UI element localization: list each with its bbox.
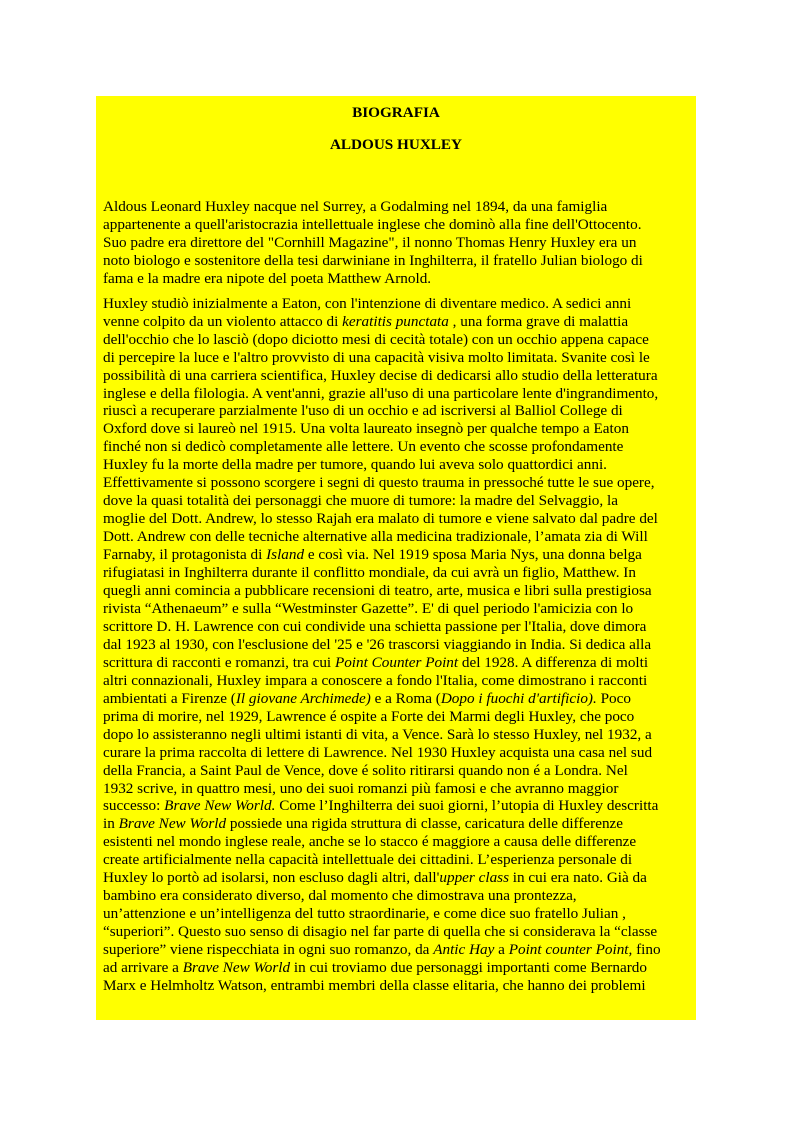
text-segment: scrittore D. H. Lawrence con cui condivide una schietta passione per l'Italia, dove dimora <box>103 617 647 635</box>
text-line <box>103 216 695 234</box>
text-line <box>103 672 695 690</box>
text-segment: riuscì a recuperare parzialmente l'uso di un occhio e ad iscriversi al Balliol College di <box>103 402 623 420</box>
text-segment: fama e la madre era nipote del poeta Matthew Arnold. <box>103 269 432 287</box>
text-line <box>103 270 695 288</box>
text-segment: Huxley lo portò ad isolarsi, non escluso dagli altri, dall' <box>103 869 440 887</box>
italic-text: Brave New World <box>182 959 291 977</box>
text-line <box>103 726 695 744</box>
text-segment: Suo padre era direttore del "Cornhill Magazine", il nonno Thomas Henry Huxley era un <box>103 233 637 251</box>
text-segment: successo: <box>103 797 165 815</box>
text-line <box>103 600 695 618</box>
text-line <box>103 959 695 977</box>
text-segment: moglie del Dott. Andrew, lo stesso Rajah era malato di tumore e viene salvato dal padre del <box>103 510 658 528</box>
text-segment: “superiori”. Questo suo senso di disagio nel far parte di quella che si considerava la “classe <box>103 923 658 941</box>
text-line <box>103 869 695 887</box>
text-segment: inglese e della filologia. A vent'anni, grazie all'uso di una particolare lente d'ingrandimento, <box>103 384 659 402</box>
text-segment: Poco <box>596 689 631 707</box>
text-line <box>103 564 695 582</box>
text-line <box>103 456 695 474</box>
text-line <box>103 252 695 270</box>
text-segment: quegli anni comincia a pubblicare recensioni di teatro, arte, musica e libri sulla prestigiosa <box>103 582 652 600</box>
italic-text: Antic Hay <box>433 941 495 959</box>
text-segment: scrittura di racconti e romanzi, tra cui <box>103 653 335 671</box>
text-segment: rifugiatasi in Inghilterra durante il conflitto mondiale, da cui avrà un figlio, Matthew. In <box>103 564 636 582</box>
text-line <box>103 618 695 636</box>
text-line <box>103 367 695 385</box>
italic-text: Point counter Point, <box>508 941 633 959</box>
text-line <box>103 510 695 528</box>
text-segment: bambino era considerato diverso, dal momento che dimostrava una prontezza, <box>103 887 577 905</box>
text-segment: Marx e Helmholtz Watson, entrambi membri della classe elitaria, che hanno dei problemi <box>103 976 646 994</box>
text-segment: dell'occhio che lo lasciò (dopo diciotto mesi di cecità totale) con un occhio appena capace <box>103 330 649 348</box>
text-line <box>103 349 695 367</box>
text-segment: in <box>103 815 119 833</box>
text-line <box>103 198 695 216</box>
text-segment: Huxley studiò inizialmente a Eaton, con l'intenzione di diventare medico. A sedici anni <box>103 294 632 312</box>
text-line <box>103 905 695 923</box>
italic-text: Brave New World <box>118 815 227 833</box>
text-segment: possiede una rigida struttura di classe, caricatura delle differenze <box>226 815 624 833</box>
text-segment: esistenti nel mondo inglese reale, anche se lo stacco é maggiore a causa delle differenze <box>103 833 637 851</box>
text-segment: dove la quasi totalità dei personaggi che muore di tumore: la madre del Selvaggio, la <box>103 492 618 510</box>
text-line <box>103 546 695 564</box>
paragraph <box>103 295 695 995</box>
text-segment: Come l’Inghilterra dei suoi giorni, l’utopia di Huxley descritta <box>275 797 659 815</box>
text-segment: di percepire la luce e l'altro provvisto di una capacità visiva molto limitata. Svanite così le <box>103 348 650 366</box>
text-segment: Farnaby, il protagonista di <box>103 546 267 564</box>
text-line <box>103 690 695 708</box>
text-line <box>103 941 695 959</box>
text-line <box>103 654 695 672</box>
text-line <box>103 833 695 851</box>
text-segment: Huxley fu la morte della madre per tumore, quando lui aveva solo quattordici anni. <box>103 456 607 474</box>
text-line <box>103 295 695 313</box>
text-line <box>103 331 695 349</box>
italic-text: Dopo i fuochi d'artificio). <box>440 689 597 707</box>
text-line <box>103 313 695 331</box>
text-segment: create artificialmente nella capacità intellettuale dei cittadini. L’esperienza personale di <box>103 851 633 869</box>
document-title: BIOGRAFIA <box>352 104 440 121</box>
text-line <box>103 528 695 546</box>
text-segment: altri connazionali, Huxley impara a conoscere a fondo l'Italia, come dimostrano i racconti <box>103 671 648 689</box>
document-subtitle: ALDOUS HUXLEY <box>329 136 463 153</box>
text-segment: 1932 scrive, in quattro mesi, uno dei suoi romanzi più famosi e che avranno maggior <box>103 779 619 797</box>
text-segment: in cui troviamo due personaggi importanti come Bernardo <box>290 959 647 977</box>
text-line <box>103 923 695 941</box>
text-line <box>103 420 695 438</box>
text-segment: prima di morire, nel 1929, Lawrence é ospite a Forte dei Marmi degli Huxley, che poco <box>103 707 635 725</box>
text-line <box>103 708 695 726</box>
text-line <box>103 780 695 798</box>
text-segment: fino <box>632 941 661 959</box>
text-segment: superiore” viene rispecchiata in ogni suo romanzo, da <box>103 941 434 959</box>
text-line <box>103 582 695 600</box>
text-line <box>103 385 695 403</box>
text-segment: finché non si dedicò completamente alle lettere. Un evento che scosse profondamente <box>103 438 624 456</box>
text-segment: dopo lo assisteranno negli ultimi istanti di vita, a Vence. Sarà lo stesso Huxley, nel 1932, a <box>103 725 652 743</box>
text-segment: curare la prima raccolta di lettere di Lawrence. Nel 1930 Huxley acquista una casa nel sud <box>103 743 653 761</box>
text-line <box>103 797 695 815</box>
text-line <box>103 402 695 420</box>
text-segment: venne colpito da un violento attacco di <box>103 312 343 330</box>
text-line <box>103 474 695 492</box>
text-segment: ambientati a Firenze ( <box>103 689 236 707</box>
text-segment: Dott. Andrew con delle tecniche alternative alla medicina tradizionale, l’amata zia di Will <box>103 528 648 546</box>
text-segment: in cui era nato. Già da <box>509 869 647 887</box>
text-line <box>103 887 695 905</box>
text-line <box>103 438 695 456</box>
text-line <box>103 815 695 833</box>
italic-text: Point Counter Point <box>334 653 459 671</box>
text-segment: appartenente a quell'aristocrazia intellettuale inglese che dominò alla fine dell'Ottocento. <box>103 215 642 233</box>
paragraph <box>103 198 695 288</box>
text-segment: rivista “Athenaeum” e sulla “Westminster Gazette”. E' di quel periodo l'amicizia con lo <box>103 599 634 617</box>
text-line <box>103 636 695 654</box>
text-segment: del 1928. A differenza di molti <box>458 653 649 671</box>
text-line <box>103 977 695 995</box>
italic-text: keratitis punctata <box>342 312 449 330</box>
text-segment: , una forma grave di malattia <box>448 312 629 330</box>
italic-text: upper class <box>439 869 509 887</box>
text-segment: e così via. Nel 1919 sposa Maria Nys, una donna belga <box>304 546 642 564</box>
text-segment: Effettivamente si possono scorgere i segni di questo trauma in pressoché tutte le sue opere, <box>103 474 655 492</box>
text-segment: della Francia, a Saint Paul de Vence, dove é solito ritirarsi quando non é a Londra. Nel <box>103 761 628 779</box>
text-segment: Oxford dove si laureò nel 1915. Una volta laureato insegnò per qualche tempo a Eaton <box>103 420 629 438</box>
text-line <box>103 234 695 252</box>
text-segment: noto biologo e sostenitore della tesi darwiniane in Inghilterra, il fratello Julian biologo di <box>103 251 643 269</box>
italic-text: Il giovane Archimede) <box>235 689 371 707</box>
text-line <box>103 762 695 780</box>
text-segment: un’attenzione e un’intelligenza del tutto straordinarie, e come dice suo fratello Julian , <box>103 905 626 923</box>
text-line <box>103 744 695 762</box>
text-segment: ad arrivare a <box>103 959 183 977</box>
text-segment: Aldous Leonard Huxley nacque nel Surrey, a Godalming nel 1894, da una famiglia <box>103 198 608 215</box>
highlighted-text-block <box>96 96 696 1020</box>
text-segment: a <box>494 941 509 959</box>
italic-text: Island <box>266 546 305 564</box>
text-segment: e a Roma ( <box>370 689 441 707</box>
text-segment: dal 1923 al 1930, con l'esclusione del '25 e '26 trascorsi viaggiando in India. Si dedica alla <box>103 635 652 653</box>
text-line <box>103 851 695 869</box>
biography-body <box>103 198 695 995</box>
text-line <box>103 492 695 510</box>
text-segment: possibilità di una carriera scientifica, Huxley decise di dedicarsi allo studio della letteratura <box>103 366 658 384</box>
italic-text: Brave New World. <box>164 797 276 815</box>
